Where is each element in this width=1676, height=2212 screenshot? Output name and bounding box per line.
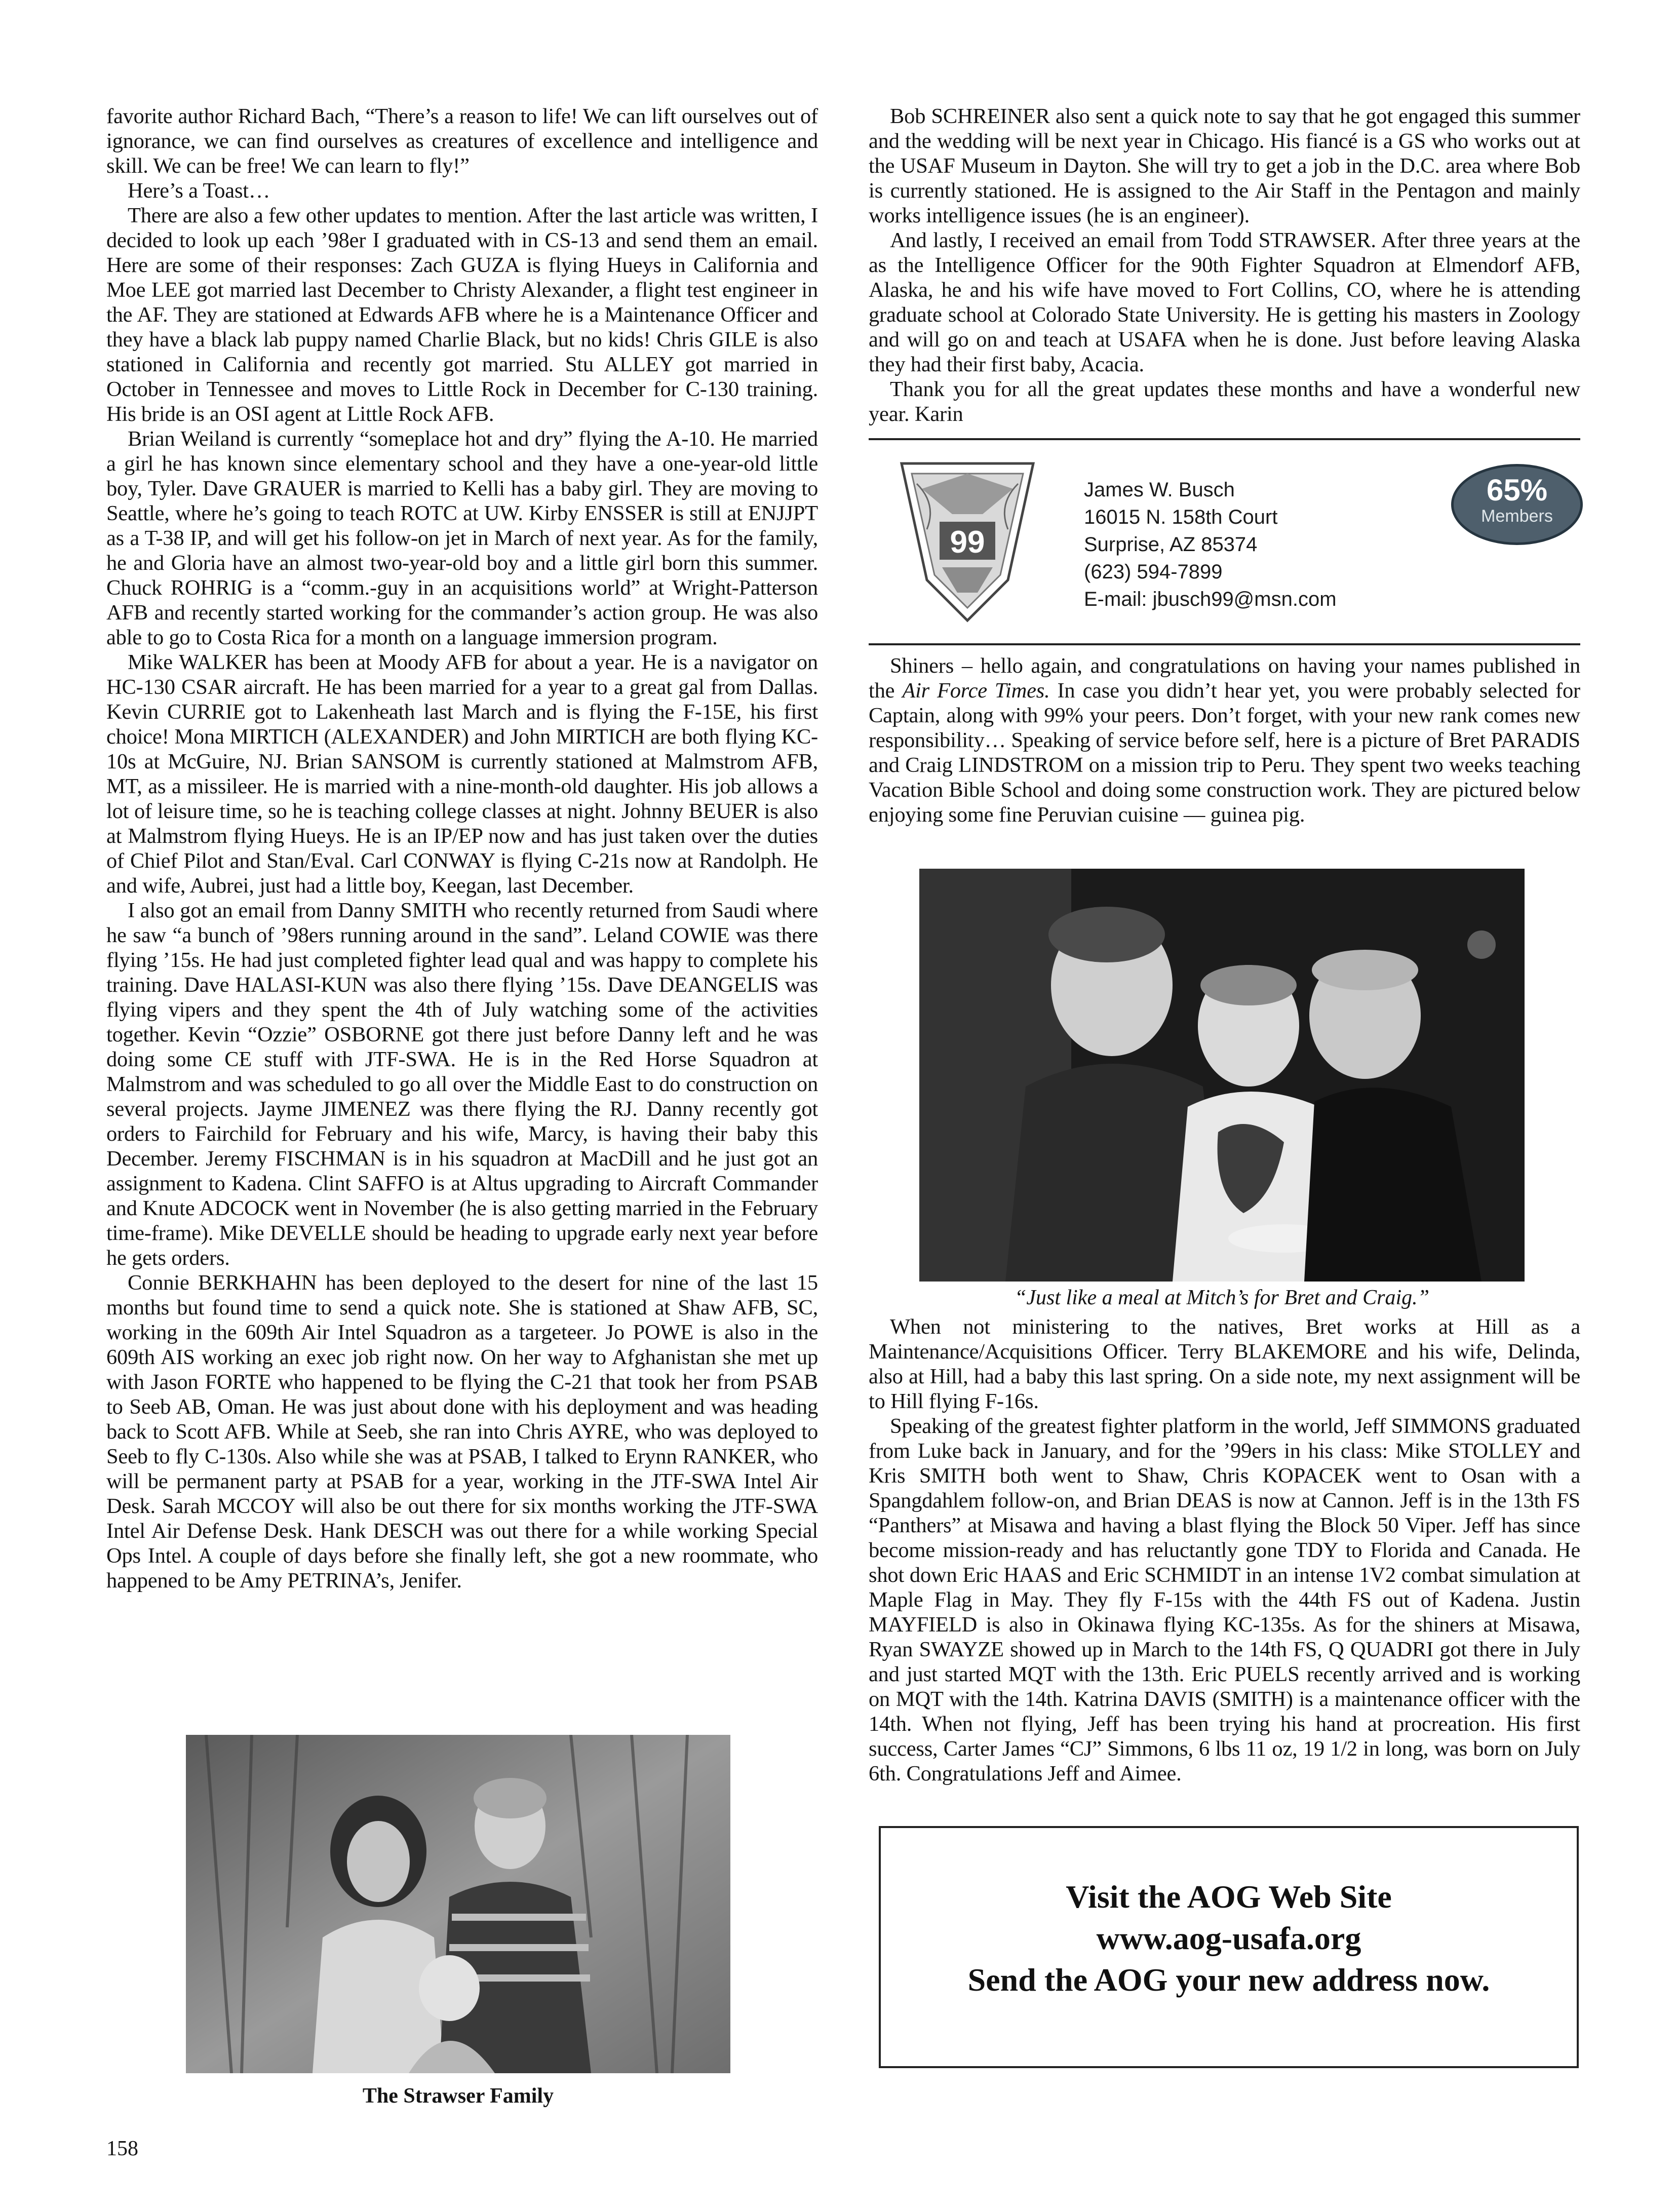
ad-headline: Visit the AOG Web Site <box>1066 1879 1392 1915</box>
class-scribe-contact <box>1084 476 1337 613</box>
right-paragraph: And lastly, I received an email from Todd STRAWSER. After three years at the as the Intelligence Officer for the 90th Fighter Squadron at Elmendorf AFB, Alaska, he and his wife have moved to Fort Collins, CO, where he is attending graduate school at Colorado State University. He is getting his masters in Zoology and will go on and teach at USAFA when he is done. Just before leaving Alaska they had their first baby, Acacia. <box>869 228 1580 376</box>
family-photo-image <box>186 1735 730 2073</box>
class-crest-logo <box>891 453 1043 631</box>
right-paragraph: Bob SCHREINER also sent a quick note to say that he got engaged this summer and the wedding will be next year in Chicago. His fiancé is a GS who works out at the USAF Museum in Dayton. She will try to get a job in the D.C. area where Bob is currently stationed. He is assigned to the Air Staff in the Pentagon and mainly works intelligence issues (he is an engineer). <box>869 104 1580 227</box>
contact-name: James W. Busch <box>1084 479 1235 501</box>
ad-url[interactable]: www.aog-usafa.org <box>1096 1920 1361 1956</box>
membership-label: Members <box>1481 507 1553 526</box>
contact-address-street: 16015 N. 158th Court <box>1084 506 1278 528</box>
right-paragraph: Thank you for all the great updates these months and have a wonderful new year. Karin <box>869 377 1580 426</box>
peru-photo-caption: “Just like a meal at Mitch’s for Bret and Craig.” <box>1015 1286 1429 1309</box>
right-column-intro <box>869 653 1580 827</box>
peru-mission-photo <box>919 869 1525 1282</box>
membership-percent-badge <box>1451 464 1583 545</box>
right-column-top <box>869 104 1580 426</box>
ad-address-reminder: Send the AOG your new address now. <box>967 1962 1490 1998</box>
intro-rest: In case you didn’t hear yet, you were probably selected for Captain, along with 99% your peers. Don’t forget, with your new rank comes new responsibility… Speaking of service before self, here is a picture of Bret PARADIS and Craig LINDSTROM on a mission trip to Peru. They spent two weeks teaching Vacation Bible School and doing some construction work. They are pictured below enjoying some fine Peruvian cuisine — guinea pig. <box>869 679 1580 827</box>
membership-percent: 65% <box>1486 473 1548 507</box>
contact-email: E-mail: jbusch99@msn.com <box>1084 588 1337 610</box>
section-divider-top <box>869 438 1580 440</box>
left-paragraph: favorite author Richard Bach, “There’s a reason to life! We can lift ourselves out of ignorance, we can find ourselves as creatures of excellence and intelligence and skill. We can be free! We can learn to fly!” <box>106 104 818 178</box>
strawser-family-photo <box>186 1735 730 2073</box>
contact-address-city: Surprise, AZ 85374 <box>1084 533 1258 556</box>
left-paragraph: I also got an email from Danny SMITH who recently returned from Saudi where he saw “a bunch of ’98ers running around in the sand”. Leland COWIE was there flying ’15s. He had just completed fighter lead qual and was happy to complete his training. Dave HALASI-KUN was also there flying ’15s. Dave DEANGELIS was flying vipers and they spent the 4th of July watching some of the activities together. Kevin “Ozzie” OSBORNE got there just before Danny left and he was doing some CE stuff with JTF-SWA. He is in the Red Horse Squadron at Malmstrom and was scheduled to go all over the Middle East to do construction on several projects. Jayme JIMENEZ was there flying the RJ. Danny recently got orders to Fairchild for February and his wife, Marcy, is having their baby this December. Jeremy FISCHMAN is in his squadron at MacDill and he just got an assignment to Kadena. Clint SAFFO is at Altus upgrading to Aircraft Commander and Knute ADCOCK went in November (he is also getting married in the February time-frame). Mike DEVELLE should be heading to upgrade early next year before he gets orders. <box>106 899 818 1270</box>
left-paragraph: Here’s a Toast… <box>128 179 270 203</box>
right-column-bottom <box>869 1314 1580 1786</box>
crest-year: 99 <box>950 525 985 560</box>
right-paragraph: When not ministering to the natives, Bret works at Hill as a Maintenance/Acquisitions Officer. Terry BLAKEMORE and his wife, Delinda, also at Hill, had a baby this last spring. On a side note, my next assignment will be to Hill flying F-16s. <box>869 1315 1580 1413</box>
strawser-photo-caption: The Strawser Family <box>362 2084 554 2108</box>
left-column <box>106 104 818 1593</box>
section-divider-bottom <box>869 643 1580 645</box>
aog-website-ad <box>879 1826 1579 2068</box>
left-paragraph: There are also a few other updates to mention. After the last article was written, I decided to look up each ’98er I graduated with in CS-13 and send them an email. Here are some of their responses: Zach GUZA is flying Hueys in California and Moe LEE got married last December to Christy Alexander, a flight test engineer in the AF. They are stationed at Edwards AFB where he is a Maintenance Officer and they have a black lab puppy named Charlie Black, but no kids! Chris GILE is also stationed in California and recently got married. Stu ALLEY got married in October in Tennessee and moves to Little Rock in December for C-130 training. His bride is an OSI agent at Little Rock AFB. <box>106 204 818 426</box>
page-number: 158 <box>106 2137 138 2160</box>
intro-publication: Air Force Times. <box>902 679 1050 703</box>
right-intro-paragraph <box>869 653 1580 827</box>
peru-photo-image <box>919 869 1525 1282</box>
intro-lead: Shiners – hello again, and congratulations on having your names published in the <box>869 654 1580 703</box>
contact-phone: (623) 594-7899 <box>1084 561 1223 583</box>
left-paragraph: Brian Weiland is currently “someplace hot and dry” flying the A-10. He married a girl he has known since elementary school and they have a one-year-old little boy, Tyler. Dave GRAUER is married to Kelli has a baby girl. They are moving to Seattle, where he’s going to teach ROTC at UW. Kirby ENSSER is still at ENJJPT as a T-38 IP, and will get his follow-on jet in March of next year. As for the family, he and Gloria have an almost two-year-old boy and a little girl born this summer. Chuck ROHRIG is a “comm.-guy in an acquisitions world” at Wright-Patterson AFB and recently started working for the commander’s action group. He was also able to go to Costa Rica for a month on a language immersion program. <box>106 427 818 649</box>
left-paragraph: Mike WALKER has been at Moody AFB for about a year. He is a navigator on HC-130 CSAR aircraft. He has been married for a year to a great gal from Dallas. Kevin CURRIE got to Lakenheath last March and is flying the F-15E, his first choice! Mona MIRTICH (ALEXANDER) and John MIRTICH are both flying KC-10s at McGuire, NJ. Brian SANSOM is currently stationed at Malmstrom AFB, MT, as a missileer. He is married with a nine-month-old daughter. His job allows a lot of leisure time, so he is teaching college classes at night. Johnny BEUER is also at Malmstrom flying Hueys. He is an IP/EP now and has just taken over the duties of Chief Pilot and Stan/Eval. Carl CONWAY is flying C-21s now at Randolph. He and wife, Aubrei, just had a little boy, Keegan, last December. <box>106 650 818 898</box>
right-paragraph: Speaking of the greatest fighter platform in the world, Jeff SIMMONS graduated from Luke back in January, and for the ’99ers in his class: Mike STOLLEY and Kris SMITH both went to Shaw, Chris KOPACEK went to Osan with a Spangdahlem follow-on, and Brian DEAS is now at Cannon. Jeff is in the 13th FS “Panthers” at Misawa and having a blast flying the Block 50 Viper. Jeff has since become mission-ready and has reluctantly gone TDY to Florida and Canada. He shot down Eric HAAS and Eric SCHMIDT in an intense 1V2 combat simulation at Maple Flag in May. They fly F-15s with the 44th FS out of Kadena. Justin MAYFIELD is also in Okinawa flying KC-135s. As for the shiners at Misawa, Ryan SWAYZE showed up in March to the 14th FS, Q QUADRI got there in July and just started MQT with the 13th. Eric PUELS recently arrived and is working on MQT with the 14th. Katrina DAVIS (SMITH) is a maintenance officer with the 14th. When not flying, Jeff has been trying his hand at procreation. His first success, Carter James “CJ” Simmons, 6 lbs 11 oz, 19 1/2 in long, was born on July 6th. Congratulations Jeff and Aimee. <box>869 1414 1580 1786</box>
left-paragraph: Connie BERKHAHN has been deployed to the desert for nine of the last 15 months but found time to send a quick note. She is stationed at Shaw AFB, SC, working in the 609th Air Intel Squadron as a targeteer. Jo POWE is also in the 609th AIS working an exec job right now. On her way to Afghanistan she met up with Jason FORTE who happened to be flying the C-21 that took her from PSAB to Seeb AB, Oman. He was just about done with his deployment and was heading back to Scott AFB. While at Seeb, she ran into Chris AYRE, who was deployed to Seeb to fly C-130s. Also while she was at PSAB, I talked to Erynn RANKER, who will be permanent party at PSAB for a year, working in the JTF-SWA Intel Air Desk. Sarah MCCOY will also be out there for six months working the JTF-SWA Intel Air Defense Desk. Hank DESCH was out there for a while working Special Ops Intel. A couple of days before she finally left, she got a new roommate, who happened to be Amy PETRINA’s, Jenifer. <box>106 1271 818 1593</box>
